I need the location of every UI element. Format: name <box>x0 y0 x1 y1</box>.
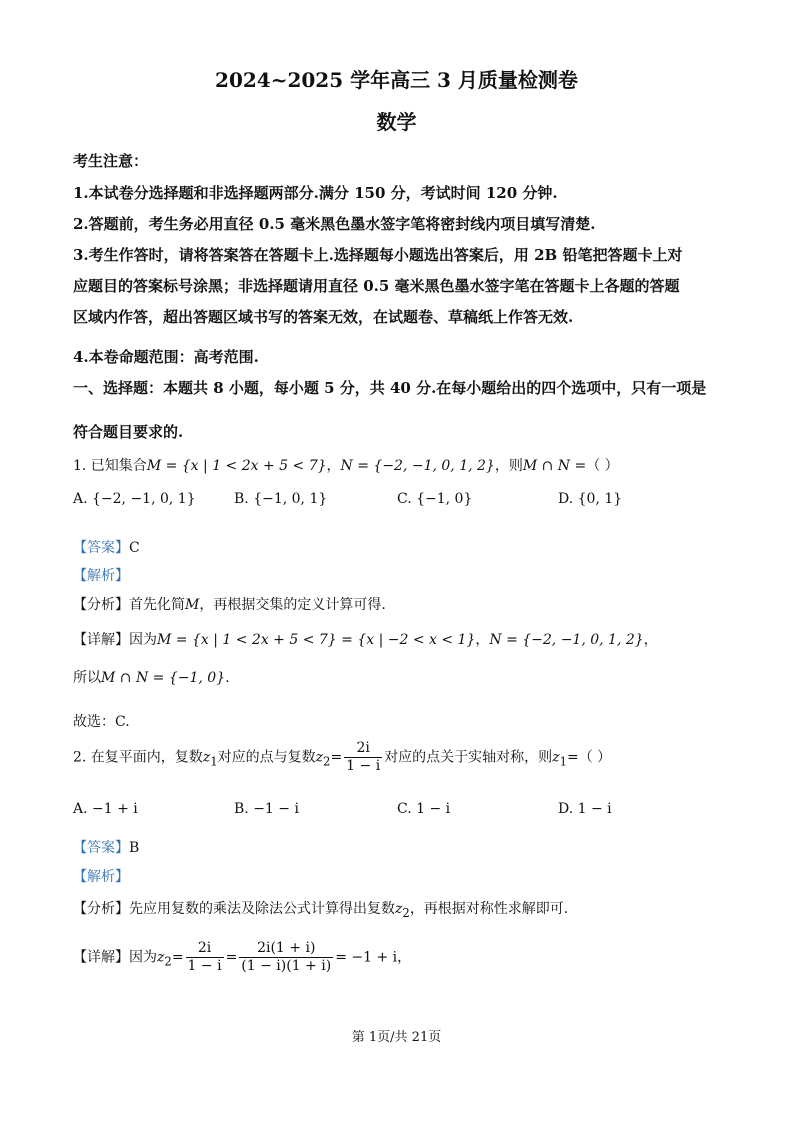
q1-detail-tag: 【详解】 <box>73 632 129 648</box>
q2-analysis-tag: 【解析】 <box>73 869 129 885</box>
q2-detail-text: 因为 <box>129 949 157 966</box>
q2-detail-z: z <box>157 949 165 966</box>
q1-answer-tag: 【答案】 <box>73 540 129 556</box>
section-1-line-1: 一、选择题：本题共 8 小题，每小题 5 分，共 40 分.在每小题给出的四个选项中，只有一项是 <box>73 379 707 397</box>
q2-detail <box>73 940 411 975</box>
q1-fenxi <box>73 594 386 614</box>
section-1-line-2: 符合题目要求的. <box>73 423 184 441</box>
q2-fenxi-tag: 【分析】 <box>73 901 129 917</box>
q2-option-b: B. −1 − i <box>234 801 299 817</box>
q1-set-m: M = {x | 1 < 2x + 5 < 7} <box>146 458 327 474</box>
q1-ask: M ∩ N = <box>522 458 587 474</box>
q2-stem-text-b: 对应的点与复数 <box>217 749 316 766</box>
q1-option-d: D. {0, 1} <box>558 491 623 507</box>
q2-fenxi-text-a: 先应用复数的乘法及除法公式计算得出复数 <box>129 901 395 917</box>
q2-detail-frac-1-num: 2i <box>186 940 224 958</box>
q2-fenxi-text-b: ，再根据对称性求解即可. <box>409 901 569 917</box>
q2-detail-frac-2-den: (1 − i)(1 + i) <box>241 958 332 974</box>
notice-item-3-line-2: 应题目的答案标号涂黑；非选择题请用直径 0.5 毫米黑色墨水签字笔在答题卡上各题的答题 <box>73 277 680 295</box>
q2-z1-ask: z <box>552 749 560 766</box>
notice-item-3-line-1: 3.考生作答时，请将答案答在答题卡上.选择题每小题选出答案后，用 2B 铅笔把答题卡上对 <box>73 246 683 264</box>
q1-then: ，则 <box>494 458 523 474</box>
q2-fraction <box>344 740 382 775</box>
q2-z2-sub: 2 <box>323 754 331 769</box>
q2-detail-frac-1 <box>186 940 224 975</box>
q1-detail-sep: ， <box>475 632 490 648</box>
q2-fenxi-sub: 2 <box>402 905 410 920</box>
q2-detail-eq3: = −1 + i <box>335 949 398 966</box>
q2-detail-eq2: = <box>225 949 238 966</box>
q2-z1-ask-sub: 1 <box>559 754 567 769</box>
q2-stem-text-c: 对应的点关于实轴对称，则 <box>384 749 553 766</box>
q1-fenxi-tag: 【分析】 <box>73 597 129 613</box>
notice-item-2: 2.答题前，考生务必用直径 0.5 毫米黑色墨水签字笔将密封线内项目填写清楚. <box>73 215 596 233</box>
q1-detail-m: M = {x | 1 < 2x + 5 < 7} = {x | −2 < x < 1} <box>157 632 476 648</box>
notice-item-1: 1.本试卷分选择题和非选择题两部分.满分 150 分，考试时间 120 分钟. <box>73 184 558 202</box>
q2-detail-tag: 【详解】 <box>73 949 129 966</box>
q1-option-c: C. {−1, 0} <box>397 491 473 507</box>
q1-fenxi-m: M <box>185 597 200 613</box>
page-footer: 第 1页/共 21页 <box>351 1030 442 1045</box>
q2-frac-den: 1 − i <box>346 758 381 774</box>
q2-fenxi-z: z <box>395 901 403 917</box>
q2-answer <box>73 837 139 857</box>
q1-answer-value: C <box>129 540 140 556</box>
q2-detail-frac-1-den: 1 − i <box>187 958 222 974</box>
q1-detail-text: 因为 <box>129 632 157 648</box>
q2-z1: z <box>202 749 211 766</box>
q2-answer-value: B <box>129 840 140 856</box>
q2-detail-frac-2-num: 2i(1 + i) <box>239 940 333 958</box>
q2-detail-end: ， <box>397 949 412 966</box>
q1-answer <box>73 537 140 557</box>
q1-fenxi-text-b: ，再根据交集的定义计算可得. <box>199 597 386 613</box>
notice-item-4: 4.本卷命题范围：高考范围. <box>73 348 259 366</box>
q2-z1-sub: 1 <box>210 754 218 769</box>
q2-detail-eq1: = <box>171 949 184 966</box>
q1-fenxi-text-a: 首先化简 <box>129 597 185 613</box>
q1-paren: （ ） <box>586 458 619 474</box>
q1-detail-n: N = {−2, −1, 0, 1, 2} <box>489 632 644 648</box>
q2-eq: = <box>330 749 343 766</box>
q2-option-a: A. −1 + i <box>73 801 138 817</box>
q2-option-c: C. 1 − i <box>397 801 451 817</box>
q1-so <box>73 667 230 687</box>
q2-answer-tag: 【答案】 <box>73 840 129 856</box>
q2-detail-z-sub: 2 <box>164 954 172 969</box>
q1-option-a: A. {−2, −1, 0, 1} <box>73 491 196 507</box>
q1-set-n: N = {−2, −1, 0, 1, 2} <box>340 458 495 474</box>
q1-stem <box>73 455 619 475</box>
notice-item-3-line-3: 区域内作答，超出答题区域书写的答案无效，在试题卷、草稿纸上作答无效. <box>73 308 574 326</box>
q2-eq2: = <box>567 749 579 766</box>
q2-detail-frac-2 <box>239 940 333 975</box>
q1-choose: 故选：C. <box>73 714 130 730</box>
q1-so-text: 所以 <box>73 670 101 686</box>
subject-title: 数学 <box>376 110 417 134</box>
q2-fenxi <box>73 898 568 920</box>
q1-option-b: B. {−1, 0, 1} <box>234 491 328 507</box>
q1-stem-text: 1. 已知集合 <box>73 458 147 474</box>
q2-z2: z <box>315 749 324 766</box>
q1-so-result: M ∩ N = {−1, 0} <box>101 670 226 686</box>
q1-so-end: . <box>225 670 230 686</box>
q1-sep: ， <box>326 458 341 474</box>
q1-detail-end: ， <box>643 632 658 648</box>
q2-stem <box>73 740 611 775</box>
q2-option-d: D. 1 − i <box>558 801 612 817</box>
q2-stem-text-a: 2. 在复平面内，复数 <box>73 749 203 766</box>
q2-frac-num: 2i <box>344 740 382 758</box>
q1-analysis-tag: 【解析】 <box>73 568 129 584</box>
q2-paren: （ ） <box>578 749 612 766</box>
notice-heading: 考生注意： <box>73 152 149 170</box>
q1-detail <box>73 629 658 649</box>
exam-title: 2024~2025 学年高三 3 月质量检测卷 <box>215 68 578 92</box>
